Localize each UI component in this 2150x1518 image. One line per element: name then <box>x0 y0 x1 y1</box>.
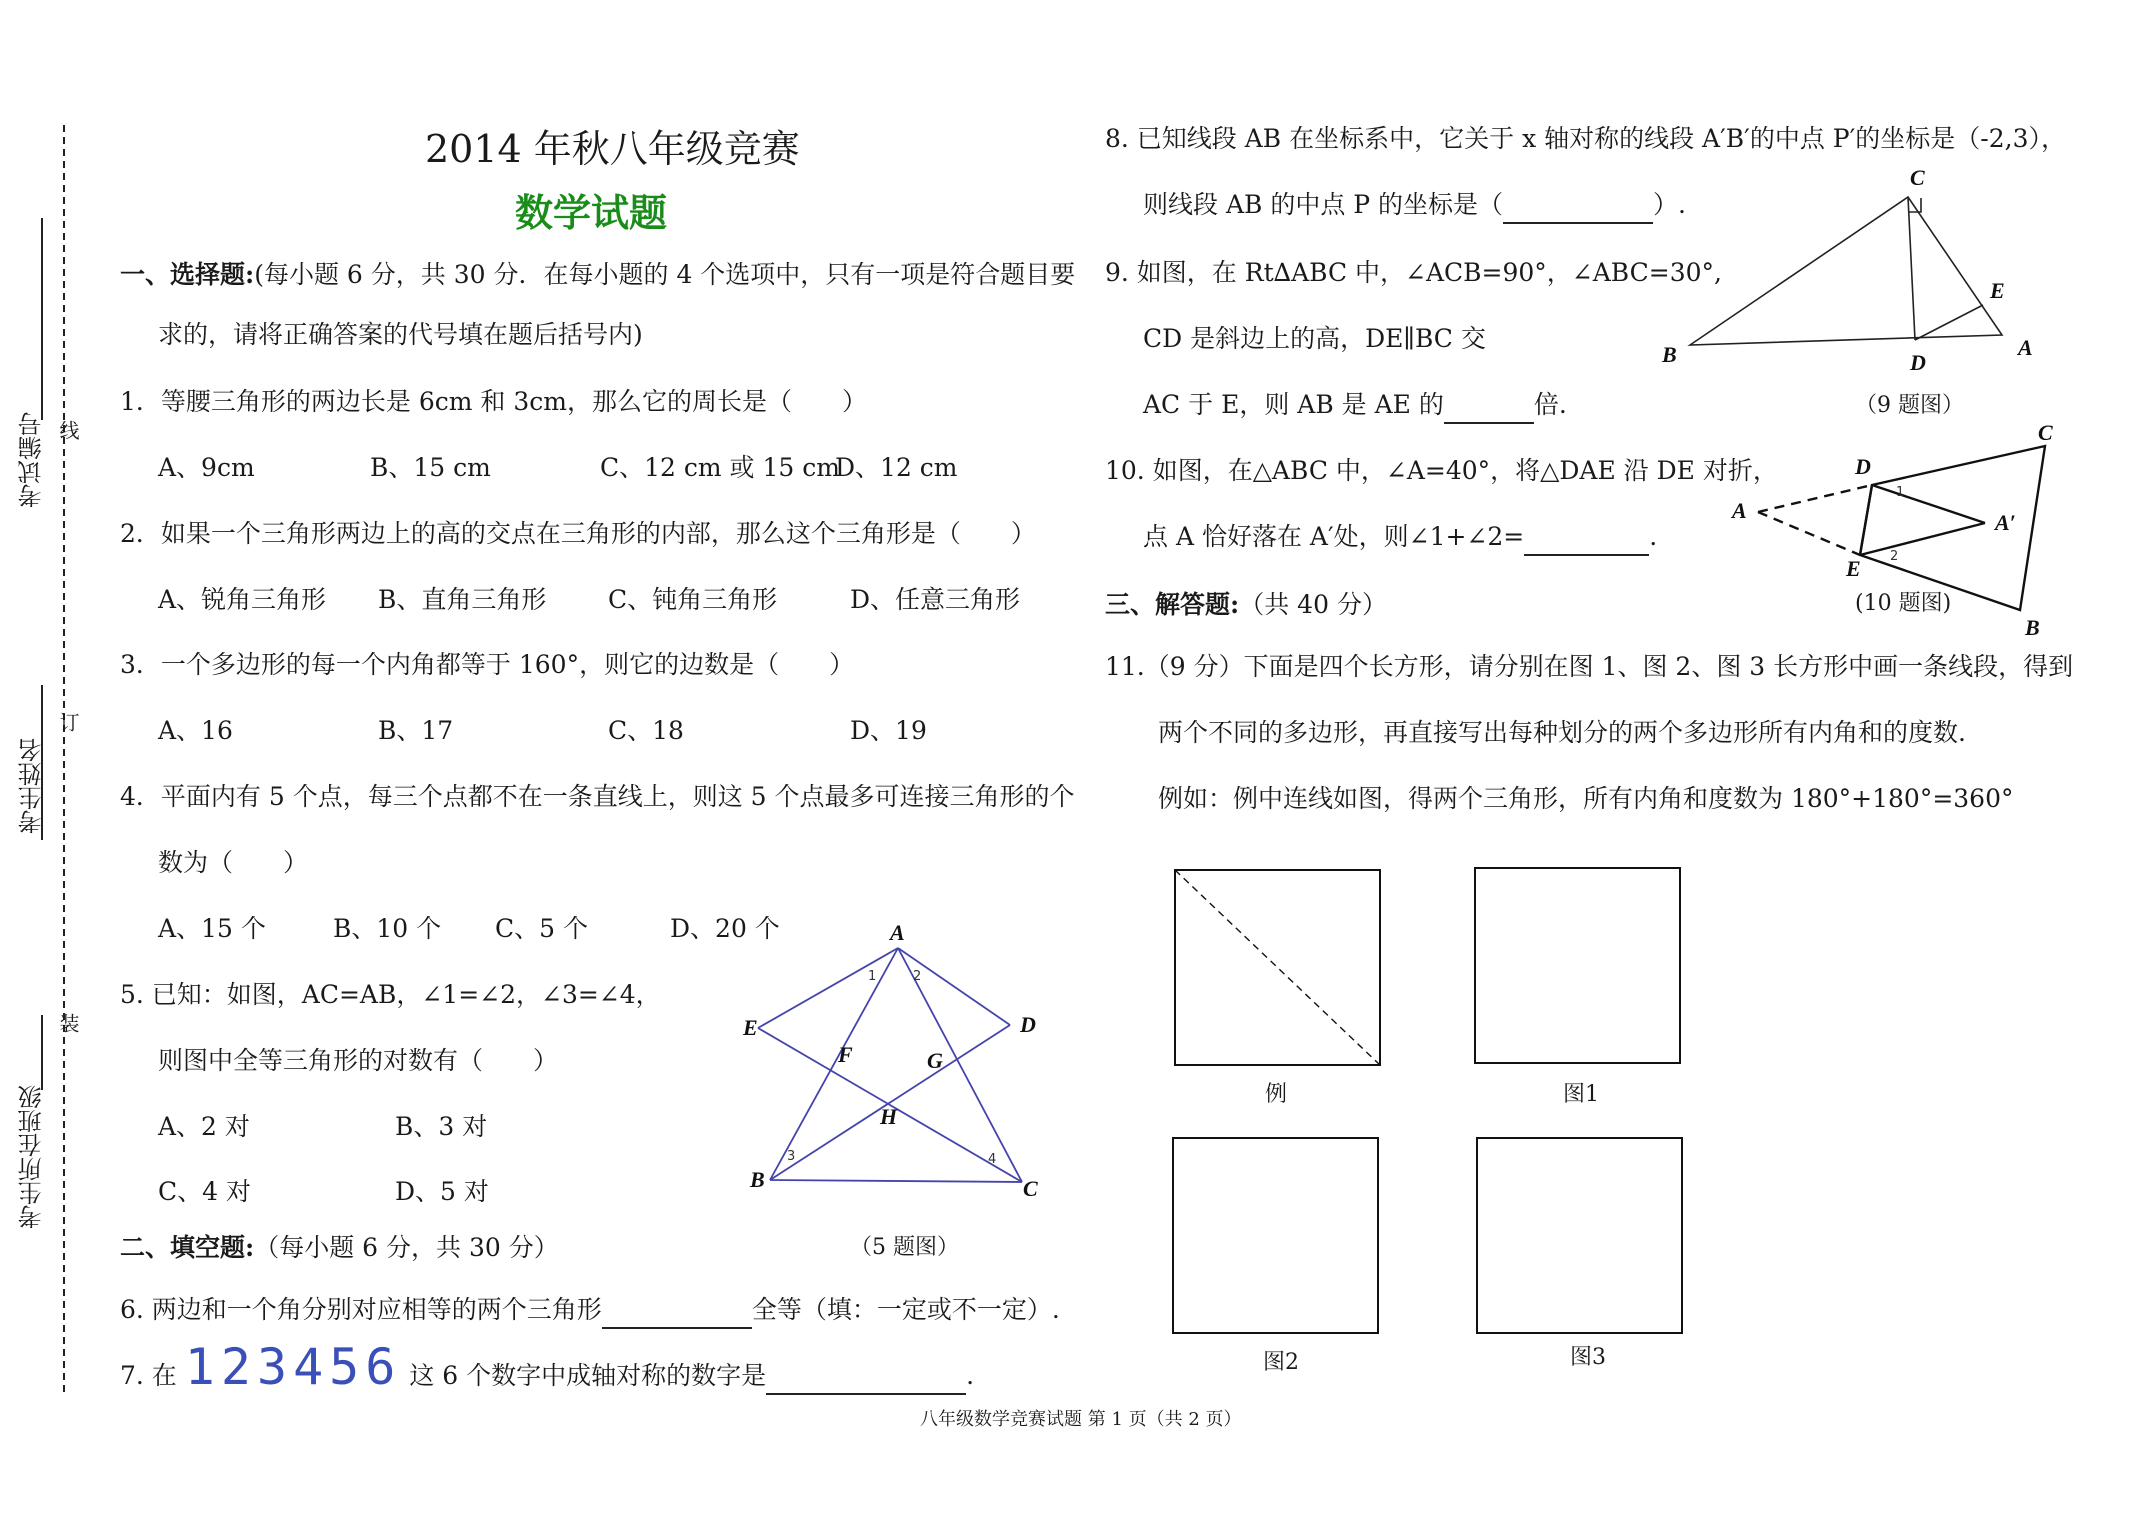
q11-fig3-rect[interactable] <box>1477 1138 1682 1333</box>
q5-caption: （5 题图） <box>850 1235 959 1260</box>
q11-line-3: 例如：例中连线如图，得两个三角形，所有内角和度数为 180°+180°=360° <box>1158 784 2014 813</box>
q9-suffix: 倍. <box>1533 390 1567 419</box>
q4-stem-1: 4．平面内有 5 个点，每三个点都不在一条直线上，则这 5 个点最多可连接三角形的个 <box>120 782 1075 811</box>
q11-line-2: 两个不同的多边形，再直接写出每种划分的两个多边形所有内角和的度数. <box>1158 718 1966 747</box>
q4-stem-2: 数为（ ） <box>158 848 309 877</box>
q7-digits: 123456 <box>184 1338 402 1396</box>
q9-point-e: E <box>1990 278 2005 303</box>
section3-desc: （共 40 分） <box>1239 590 1387 619</box>
section1-title: 一、选择题: <box>120 260 255 289</box>
page-footer: 八年级数学竞赛试题 第 1 页（共 2 页） <box>920 1409 1242 1430</box>
q2-stem: 2．如果一个三角形两边上的高的交点在三角形的内部，那么这个三角形是（ ） <box>120 519 1036 548</box>
q10-suffix: . <box>1649 522 1658 551</box>
q1-option-a: A、9cm <box>158 453 255 482</box>
q1-option-b: B、15 cm <box>370 453 491 482</box>
q11-fig1-caption: 图1 <box>1563 1082 1599 1107</box>
q9-point-c: C <box>1910 165 1925 190</box>
q7-stem: 这 6 个数字中成轴对称的数字是 <box>409 1361 767 1390</box>
q5-point-a: A <box>890 920 905 945</box>
section1-desc-1: (每小题 6 分，共 30 分．在每小题的 4 个选项中，只有一项是符合题目要 <box>254 260 1076 289</box>
q5-point-c: C <box>1023 1176 1038 1201</box>
q3-option-a: A、16 <box>158 716 233 745</box>
q6-stem: 6. 两边和一个角分别对应相等的两个三角形 <box>120 1295 602 1324</box>
q10-point-a-prime: A′ <box>1995 510 2016 535</box>
q5-option-a: A、2 对 <box>158 1112 250 1141</box>
page-title: 2014 年秋八年级竞赛 <box>425 127 800 171</box>
q9-point-d: D <box>1910 350 1926 375</box>
q5-point-h: H <box>880 1104 898 1129</box>
q5-point-f: F <box>838 1042 853 1067</box>
q5-point-d: D <box>1020 1012 1036 1037</box>
q5-stem-2: 则图中全等三角形的对数有（ ） <box>158 1046 559 1075</box>
q1-stem: 1．等腰三角形的两边长是 6cm 和 3cm，那么它的周长是（ ） <box>120 387 867 416</box>
q5-angle-4: 4 <box>988 1152 997 1167</box>
q8-line-1: 8. 已知线段 AB 在坐标系中，它关于 x 轴对称的线段 A′B′的中点 P′的坐标是（-2,3）， <box>1105 124 2066 153</box>
class-label: 考生所在班级 <box>18 1085 46 1229</box>
q10-angle-2: 2 <box>1890 549 1899 564</box>
q5-option-d: D、5 对 <box>395 1177 489 1206</box>
q3-option-b: B、17 <box>378 716 454 745</box>
q5-point-b: B <box>750 1167 765 1192</box>
q6-suffix: 全等（填：一定或不一定）. <box>751 1295 1060 1324</box>
page-subtitle: 数学试题 <box>515 190 668 235</box>
q10-stem: 点 A 恰好落在 A′处，则∠1+∠2= <box>1143 522 1525 551</box>
q9-stem: AC 于 E，则 AB 是 AE 的 <box>1143 390 1444 419</box>
q4-option-a: A、15 个 <box>158 914 266 943</box>
q5-option-c: C、4 对 <box>158 1177 251 1206</box>
exam-number-label: 考试编号 <box>18 412 46 508</box>
q11-fig2-caption: 图2 <box>1263 1350 1299 1375</box>
q10-angle-1: 1 <box>1896 485 1905 500</box>
margin-mark-ding: 订 <box>56 712 80 732</box>
q10-point-a: A <box>1732 498 1747 523</box>
q11-fig1-rect[interactable] <box>1475 868 1680 1063</box>
q2-option-c: C、钝角三角形 <box>608 585 778 614</box>
q5-option-b: B、3 对 <box>395 1112 488 1141</box>
q2-option-d: D、任意三角形 <box>850 585 1021 614</box>
q5-angle-1: 1 <box>868 969 877 984</box>
q9-caption: （9 题图） <box>1855 393 1964 418</box>
q5-angle-2: 2 <box>913 969 922 984</box>
q5-stem-1: 5. 已知：如图，AC=AB，∠1=∠2，∠3=∠4， <box>120 980 661 1009</box>
q3-option-c: C、18 <box>608 716 684 745</box>
section2-title: 二、填空题: <box>120 1233 255 1262</box>
q9-point-a: A <box>2018 335 2033 360</box>
q9-line-2: CD 是斜边上的高，DE∥BC 交 <box>1143 324 1486 353</box>
q10-point-b: B <box>2025 615 2040 640</box>
q7-end: . <box>966 1361 975 1390</box>
q2-option-b: B、直角三角形 <box>378 585 547 614</box>
q9-point-b: B <box>1662 342 1677 367</box>
q2-option-a: A、锐角三角形 <box>158 585 327 614</box>
q10-point-c: C <box>2038 420 2053 445</box>
section2-desc: （每小题 6 分，共 30 分） <box>254 1233 559 1262</box>
student-name-label: 考生姓名 <box>18 738 46 834</box>
margin-mark-line: 线 <box>56 420 80 440</box>
q11-fig3-caption: 图3 <box>1570 1345 1606 1370</box>
q1-option-d: D、12 cm <box>835 453 958 482</box>
q3-stem: 3．一个多边形的每一个内角都等于 160°，则它的边数是（ ） <box>120 650 855 679</box>
q5-angle-3: 3 <box>787 1149 796 1164</box>
q4-option-c: C、5 个 <box>495 914 588 943</box>
q5-point-g: G <box>927 1048 943 1073</box>
section3-title: 三、解答题: <box>1105 590 1240 619</box>
q8-stem: 则线段 AB 的中点 P 的坐标是（ <box>1143 190 1504 219</box>
q10-point-e: E <box>1846 556 1861 581</box>
q4-option-d: D、20 个 <box>670 914 780 943</box>
q4-option-b: B、10 个 <box>333 914 442 943</box>
q11-example-diagonal <box>1175 870 1380 1065</box>
q10-line-1: 10. 如图，在△ABC 中，∠A=40°，将△DAE 沿 DE 对折， <box>1105 456 1778 485</box>
q1-option-c: C、12 cm 或 15 cm <box>600 453 840 482</box>
q5-point-e: E <box>743 1015 758 1040</box>
q11-fig2-rect[interactable] <box>1173 1138 1378 1333</box>
q10-point-d: D <box>1855 454 1871 479</box>
margin-mark-zhuang: 装 <box>56 1013 80 1033</box>
q8-suffix: ）. <box>1653 190 1686 219</box>
q10-caption: (10 题图) <box>1855 591 1952 616</box>
section1-desc-2: 求的，请将正确答案的代号填在题后括号内) <box>158 320 643 349</box>
q11-example-caption: 例 <box>1265 1082 1288 1107</box>
q9-line-1: 9. 如图，在 Rt∆ABC 中，∠ACB=90°，∠ABC=30°, <box>1105 258 1722 287</box>
q11-line-1: 11.（9 分）下面是四个长方形，请分别在图 1、图 2、图 3 长方形中画一条线段，得到 <box>1105 652 2074 681</box>
q3-option-d: D、19 <box>850 716 927 745</box>
q7-prefix: 7. 在 <box>120 1361 177 1390</box>
